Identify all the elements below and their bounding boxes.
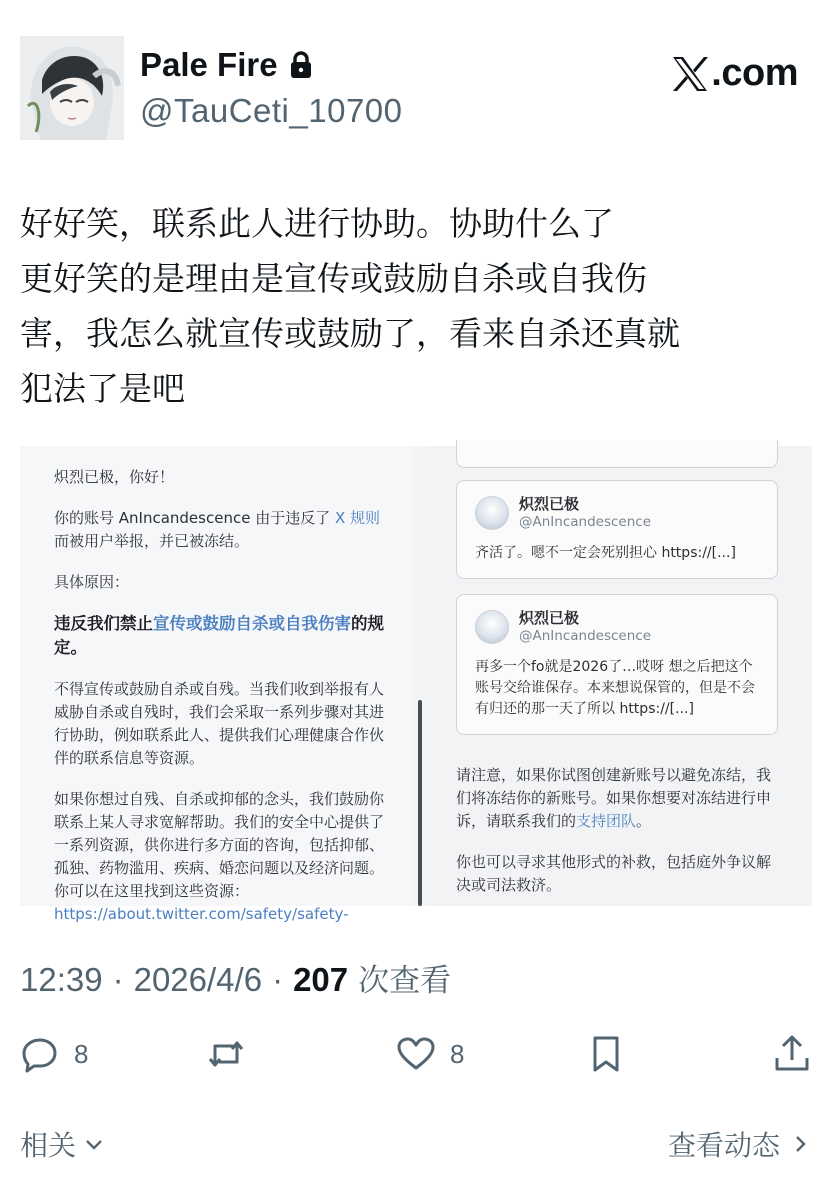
card-body: 齐活了。嗯不一定会死别担心 https://[...]: [475, 545, 736, 561]
account-suffix: 而被用户举报，并已被冻结。: [54, 532, 250, 550]
user-handle[interactable]: @TauCeti_10700: [140, 92, 403, 129]
related-dropdown[interactable]: [20, 1124, 106, 1164]
meta-separator: ·: [112, 961, 124, 998]
card-name: 炽烈已极: [519, 609, 580, 627]
reply-button[interactable]: [20, 1034, 88, 1074]
x-logo-icon: [671, 55, 709, 93]
view-activity-label: 查看动态: [667, 1129, 780, 1162]
like-button[interactable]: [396, 1034, 464, 1074]
help-body: 如果你想过自残、自杀或抑郁的念头，我们鼓励你联系上某人寻求宽解帮助。我们的安全中心提供了一系列资源，供你进行多方面的咨询，包括抑郁、孤独、药物滥用、疾病、婚恋问题以及经济问题。你可以在这里找到这些资源：: [54, 790, 385, 900]
repost-button[interactable]: [206, 1034, 246, 1074]
violation-suffix: 的规定。: [54, 614, 384, 657]
brand-text: .com: [711, 52, 798, 94]
notice-panel: [20, 446, 812, 906]
tweet-time[interactable]: 12:39: [20, 961, 103, 998]
account-prefix: 你的账号 AnIncandescence 由于违反了: [54, 509, 335, 527]
view-activity-link[interactable]: [668, 1124, 812, 1164]
notice-text: [456, 764, 778, 915]
notice-paragraph-1: [456, 764, 778, 833]
lock-icon: [288, 50, 314, 80]
email-greeting: 炽烈已极，你好！: [54, 468, 175, 486]
views-label: 次查看: [358, 963, 452, 999]
chevron-down-icon: [82, 1132, 106, 1156]
bookmark-icon: [586, 1034, 626, 1074]
support-team-link: 支持团队: [576, 812, 637, 830]
user-avatar[interactable]: [20, 36, 124, 140]
action-bar: [20, 1034, 812, 1080]
card-body: 再多一个fo就是2026了…哎呀 想之后把这个账号交给谁保存。本来想说保管的，但是不会有归还的那一天了所以 https://[...]: [475, 659, 755, 717]
tweet-text: 好好笑，联系此人进行协助。协助什么了 更好笑的是理由是宣传或鼓励自杀或自我伤 害，我怎么就宣传或鼓励了，看来自杀还真就 犯法了是吧: [20, 204, 680, 408]
display-name[interactable]: Pale Fire: [140, 46, 278, 83]
notice-p1-prefix: 请注意，如果你试图创建新账号以避免冻结，我们将冻结你的新账号。如果你想要对冻结进行申诉，请联系我们的: [456, 766, 772, 830]
share-button[interactable]: [772, 1034, 812, 1074]
help-url: https://about.twitter.com/safety/safety-: [54, 905, 349, 923]
policy-text: 不得宣传或鼓励自杀或自残。当我们收到举报有人威胁自杀或自残时，我们会采取一系列步骤对其进行协助，例如联系此人、提供我们心理健康合作伙伴的联系信息等资源。: [54, 680, 385, 767]
bookmark-button[interactable]: [586, 1034, 626, 1074]
card-name: 炽烈已极: [519, 495, 580, 513]
notice-p1-suffix: 。: [636, 812, 652, 830]
meta-separator: ·: [272, 961, 284, 998]
bottom-bar: [20, 1124, 812, 1168]
related-label: 相关: [20, 1129, 77, 1162]
heart-icon: [396, 1034, 436, 1074]
tweet-header: [20, 36, 812, 140]
card-handle: @AnIncandescence: [519, 628, 652, 644]
notice-paragraph-2: 你也可以寻求其他形式的补救，包括庭外争议解决或司法救济。: [456, 853, 772, 894]
name-row: [140, 46, 314, 84]
reply-count: 8: [74, 1038, 89, 1069]
tweet-date[interactable]: 2026/4/6: [133, 961, 263, 998]
tweet-image[interactable]: [20, 446, 812, 923]
reply-icon: [20, 1034, 60, 1074]
brand-mark: [671, 52, 798, 95]
views-count: 207: [293, 961, 349, 998]
rules-link: X 规则: [334, 509, 381, 527]
violation-prefix: 违反我们禁止: [54, 614, 153, 633]
violation-link: 宣传或鼓励自杀或自我伤害: [153, 614, 351, 633]
like-count: 8: [450, 1038, 465, 1069]
avatar-illustration: [20, 36, 124, 140]
card-handle: @AnIncandescence: [519, 514, 652, 530]
share-icon: [772, 1034, 812, 1074]
repost-icon: [206, 1034, 246, 1074]
chevron-right-icon: [788, 1132, 812, 1156]
tweet-meta: [20, 955, 451, 1000]
reason-label: 具体原因：: [54, 573, 130, 591]
